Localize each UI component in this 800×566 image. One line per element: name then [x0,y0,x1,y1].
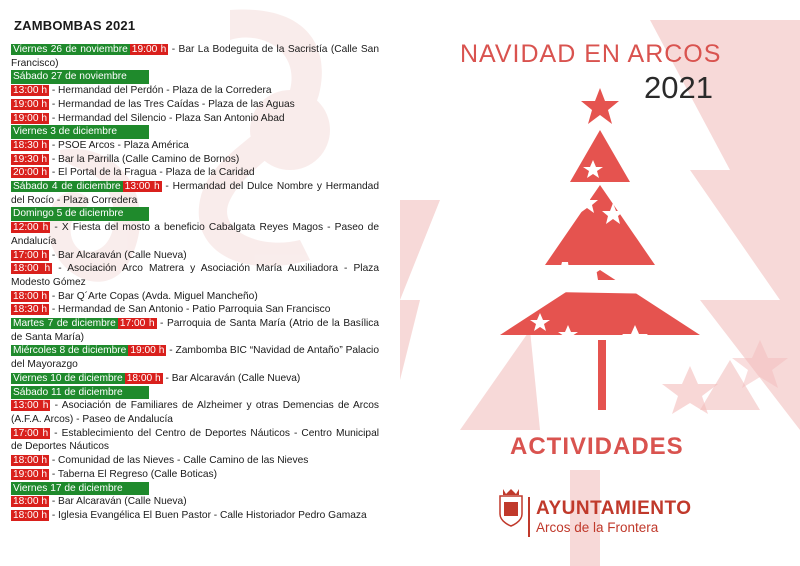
section-title: ACTIVIDADES [510,433,684,460]
town-name: Arcos de la Frontera [536,520,659,535]
event-date: Sábado 4 de diciembre [13,181,121,193]
event-group [11,386,379,482]
event-group [11,372,379,386]
event-item [11,468,379,482]
event-description: - Hermandad de San Antonio - Patio Parroquia San Francisco [49,304,331,316]
event-item [11,399,379,426]
event-date: Miércoles 8 de diciembre [13,345,127,357]
event-group [11,207,379,317]
event-description: - Hermandad del Dulce Nombre y Hermandad del Rocío - Plaza Corredera [11,181,379,206]
event-time: 19:00 h [13,112,47,124]
event-time: 17:00 h [13,249,47,261]
event-time: 18:00 h [13,496,47,508]
event-item [11,139,379,153]
event-group [11,344,379,371]
event-item [11,249,379,263]
event-time: 18:00 h [13,290,47,302]
event-time: 19:00 h [130,345,165,357]
org-name: AYUNTAMIENTO [536,498,692,519]
event-item [11,290,379,304]
event-description: - Hermandad de las Tres Caídas - Plaza de las Aguas [49,98,295,110]
event-item [11,43,379,70]
event-time: 19:30 h [13,153,47,165]
event-description: - Asociación de Familiares de Alzheimer y otras Demencias de Arcos (A.F.A. Arcos) - Paseo de Andalucía [11,400,379,425]
event-description: - Hermandad del Silencio - Plaza San Antonio Abad [49,112,285,124]
event-description: - Comunidad de las Nieves - Calle Camino de las Nieves [49,455,309,467]
event-list [11,43,379,523]
event-time: 17:00 h [13,427,49,439]
event-group [11,317,379,344]
event-item [11,262,379,289]
coat-of-arms-icon [498,488,524,528]
event-description: - Establecimiento del Centro de Deportes Náuticos - Centro Municipal de Deportes Náuticos [11,427,379,453]
event-time: 18:00 h [13,509,47,521]
event-description: - Taberna El Regreso (Calle Boticas) [49,468,217,480]
event-item [11,495,379,509]
event-item [11,166,379,180]
cover-panel [400,0,800,566]
event-item [11,221,379,248]
event-time: 18:00 h [13,263,51,275]
event-description: - X Fiesta del mosto a beneficio Cabalgata Reyes Magos - Paseo de Andalucía [11,222,379,247]
event-group [11,70,379,125]
star-icon [581,88,619,124]
event-description: - PSOE Arcos - Plaza América [49,139,189,151]
event-group [11,43,379,70]
event-time: 18:30 h [13,139,47,151]
event-description: - Bar la Parrilla (Calle Camino de Bornos) [49,153,240,165]
event-item [11,454,379,468]
event-time: 18:00 h [126,372,161,384]
event-group [11,125,379,180]
event-time: 19:00 h [131,44,167,55]
event-date: Viernes 10 de diciembre [13,372,123,384]
event-date: Viernes 17 de diciembre [11,482,149,496]
event-time: 18:30 h [13,304,47,316]
event-description: - Asociación Arco Matrera y Asociación María Auxiliadora - Plaza Modesto Gómez [11,263,379,288]
event-date: Sábado 11 de diciembre [11,386,149,400]
event-group [11,180,379,207]
event-item [11,153,379,167]
event-description: - Bar Alcaraván (Calle Nueva) [162,372,301,384]
title: NAVIDAD EN ARCOS [460,40,722,68]
event-time: 13:00 h [124,181,160,193]
event-time: 19:00 h [13,98,47,110]
event-time: 19:00 h [13,468,47,480]
event-item [11,317,379,344]
year: 2021 [644,70,713,105]
event-date: Sábado 27 de noviembre [11,70,149,84]
event-time: 13:00 h [13,85,47,97]
event-time: 12:00 h [13,222,49,234]
event-item [11,427,379,454]
event-item [11,303,379,317]
event-description: - El Portal de la Fragua - Plaza de la Caridad [49,167,255,179]
logo-divider [528,497,530,537]
event-item [11,112,379,126]
event-description: - Bar La Bodeguita de la Sacristía (Calle San Francisco) [11,44,379,69]
event-item [11,180,379,207]
event-date: Viernes 26 de noviembre [13,44,128,55]
schedule-heading: ZAMBOMBAS 2021 [14,18,136,33]
event-description: - Bar Alcaraván (Calle Nueva) [49,496,187,508]
christmas-tree-graphic [400,0,800,566]
event-description: - Iglesia Evangélica El Buen Pastor - Calle Historiador Pedro Gamaza [49,509,367,521]
event-description: - Hermandad del Perdón - Plaza de la Corredera [49,85,272,97]
event-item [11,344,379,371]
event-item [11,98,379,112]
event-description: - Bar Alcaraván (Calle Nueva) [49,249,187,261]
event-time: 13:00 h [13,400,49,412]
event-item [11,84,379,98]
event-description: - Bar Q´Arte Copas (Avda. Miguel Mancheño) [49,290,258,302]
event-time: 18:00 h [13,455,47,467]
event-description: - Zambomba BIC “Navidad de Antaño” Palacio del Mayorazgo [11,345,379,371]
event-item [11,509,379,523]
event-date: Martes 7 de diciembre [13,318,116,330]
event-date: Domingo 5 de diciembre [11,207,149,221]
event-group [11,482,379,523]
event-description: - Parroquia de Santa María (Atrio de la Basílica de Santa María) [11,318,379,343]
event-time: 20:00 h [13,167,47,179]
event-date: Viernes 3 de diciembre [11,125,149,139]
event-item [11,372,379,386]
event-time: 17:00 h [119,318,155,330]
